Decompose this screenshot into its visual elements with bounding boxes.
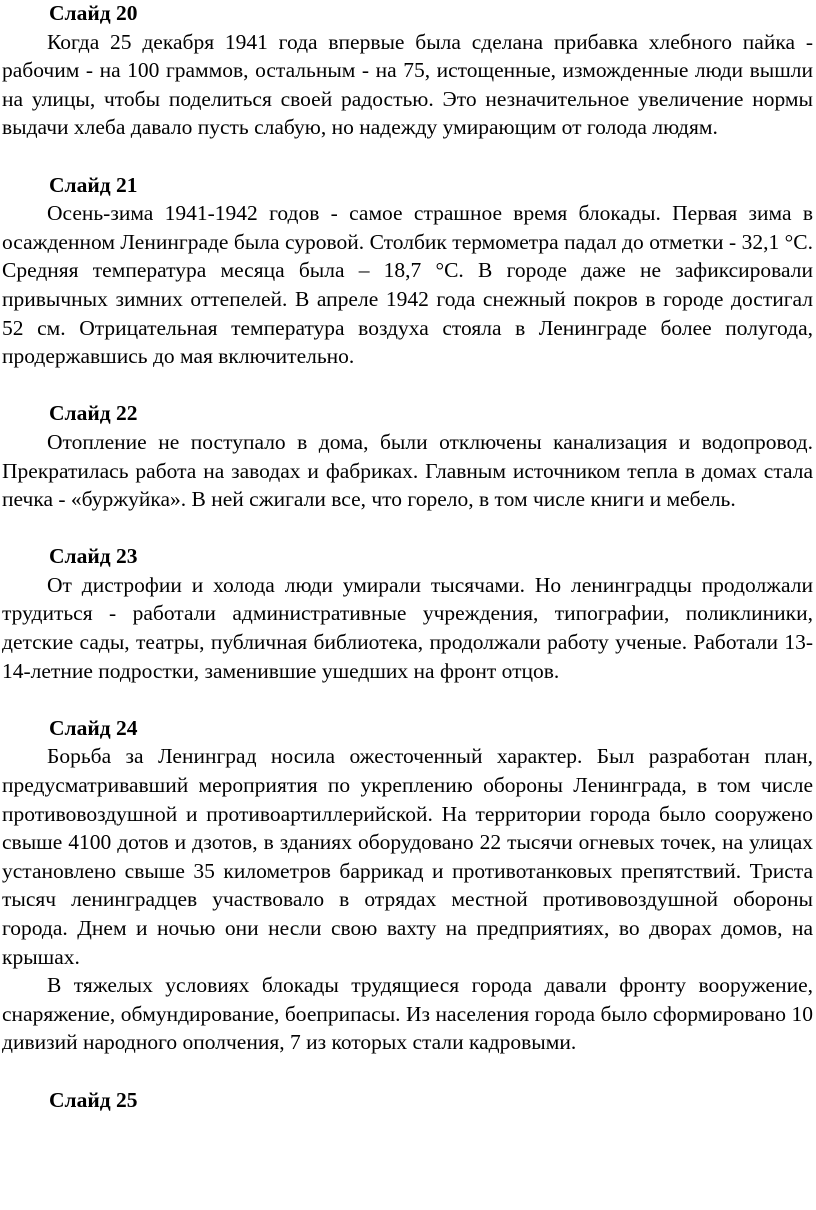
slide-24-paragraph-2: В тяжелых условиях блокады трудящиеся города давали фронту вооружение, снаряжение, обмундирование, боеприпасы. Из населения города было сформировано 10 дивизий народного ополчения, 7 из которых стали кадровыми. [2, 973, 813, 1055]
slide-22-heading: Слайд 22 [49, 401, 138, 426]
slide-21-heading: Слайд 21 [49, 172, 138, 197]
section-spacer [2, 514, 813, 543]
section-spacer [2, 685, 813, 714]
slide-20-heading: Слайд 20 [49, 1, 138, 25]
slide-24-heading: Слайд 24 [49, 715, 138, 740]
slide-23-heading: Слайд 23 [49, 544, 138, 569]
section-spacer [2, 371, 813, 400]
slide-24-paragraph-1: Борьба за Ленинград носила ожесточенный характер. Был разработан план, предусматривавший мероприятия по укреплению обороны Ленинграда, в том числе противовоздушной и противоартиллерийской. На территории города было сооружено свыше 4100 дотов и дзотов, в зданиях оборудовано 22 тысячи огневых точек, на улицах установлено свыше 35 километров баррикад и противотанковых препятствий. Триста тысяч ленинградцев участвовало в отрядах местной противовоздушной обороны города. Днем и ночью они несли свою вахту на предприятиях, во дворах домов, на крышах. [2, 744, 813, 969]
slide-23-paragraph: От дистрофии и холода люди умирали тысячами. Но ленинградцы продолжали трудиться - работали административные учреждения, типографии, поликлиники, детские сады, театры, публичная библиотека, продолжали работу ученые. Работали 13-14-летние подростки, заменившие ушедших на фронт отцов. [2, 572, 813, 683]
slide-20-paragraph: Когда 25 декабря 1941 года впервые была сделана прибавка хлебного пайка - рабочим - на 100 граммов, остальным - на 75, истощенные, изможденные люди вышли на улицы, чтобы поделиться своей радостью. Это незначительное увеличение нормы выдачи хлеба давало пусть слабую, но надежду умирающим от голода людям. [2, 29, 813, 140]
section-spacer [2, 142, 813, 171]
section-spacer [2, 1057, 813, 1086]
slide-25-heading: Слайд 25 [49, 1087, 138, 1112]
slide-22-paragraph: Отопление не поступало в дома, были отключены канализация и водопровод. Прекратилась работа на заводах и фабриках. Главным источником тепла в домах стала печка - «буржуйка». В ней сжигали все, что горело, в том числе книги и мебель. [2, 429, 813, 512]
slide-21-paragraph: Осень-зима 1941-1942 годов - самое страшное время блокады. Первая зима в осажденном Ленинграде была суровой. Столбик термометра падал до отметки - 32,1 °С. Средняя температура месяца была – 18,7 °С. В городе даже не зафиксировали привычных зимних оттепелей. В апреле 1942 года снежный покров в городе достигал 52 см. Отрицательная температура воздуха стояла в Ленинграде более полугода, продержавшись до мая включительно. [2, 201, 813, 369]
